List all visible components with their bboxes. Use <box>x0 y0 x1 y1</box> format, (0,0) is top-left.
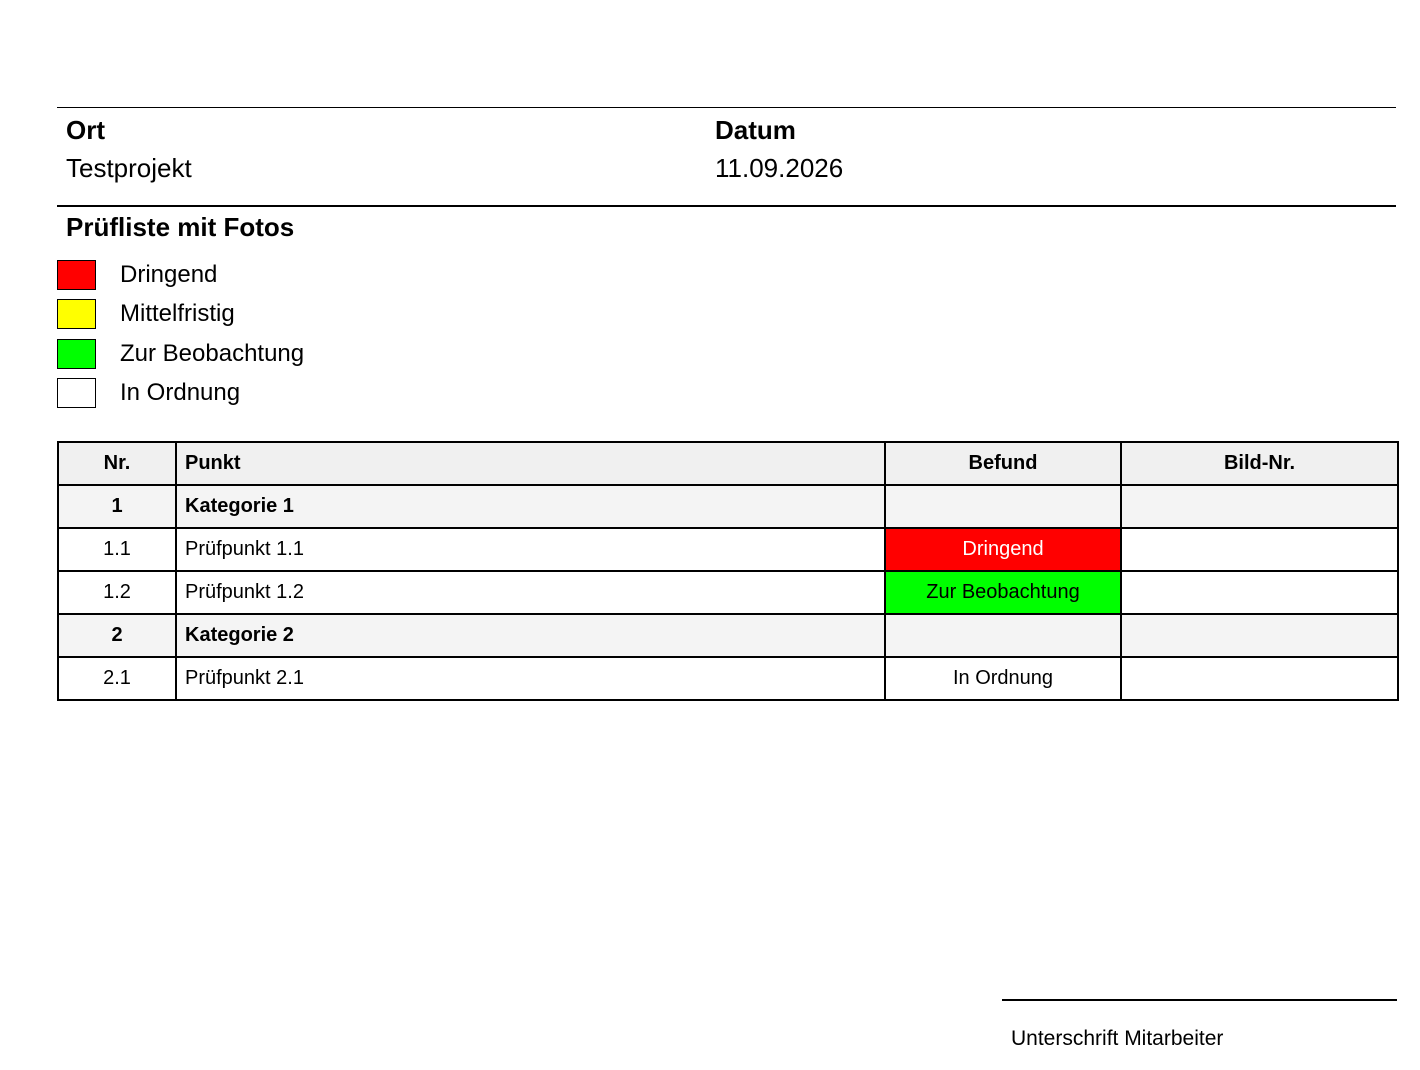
section-title: Prüfliste mit Fotos <box>66 212 295 242</box>
column-header-befund: Befund <box>885 442 1121 485</box>
legend-swatch <box>57 260 96 290</box>
cell-bild-nr <box>1121 528 1398 571</box>
legend-label: Mittelfristig <box>120 300 235 328</box>
legend-label: Zur Beobachtung <box>120 339 305 367</box>
cell-punkt: Prüfpunkt 1.1 <box>176 528 885 571</box>
cell-nr: 1.1 <box>58 528 176 571</box>
cell-befund: In Ordnung <box>885 657 1121 700</box>
cell-nr: 1 <box>58 485 176 528</box>
table-row <box>58 571 1398 614</box>
cell-punkt: Prüfpunkt 1.2 <box>176 571 885 614</box>
legend-label: In Ordnung <box>120 378 241 406</box>
signature-label: Unterschrift Mitarbeiter <box>1011 1027 1224 1050</box>
cell-bild-nr <box>1121 571 1398 614</box>
table-row <box>58 485 1398 528</box>
legend-swatch <box>57 339 96 369</box>
cell-befund: Dringend <box>885 528 1121 571</box>
checklist-table <box>57 441 1399 701</box>
table-header-row <box>58 442 1398 485</box>
cell-befund <box>885 614 1121 657</box>
table-row <box>58 614 1398 657</box>
ort-value: Testprojekt <box>66 153 192 183</box>
cell-befund <box>885 485 1121 528</box>
cell-bild-nr <box>1121 485 1398 528</box>
table-row <box>58 528 1398 571</box>
cell-punkt: Kategorie 1 <box>176 485 885 528</box>
datum-label: Datum <box>715 115 796 145</box>
cell-nr: 2.1 <box>58 657 176 700</box>
cell-punkt: Prüfpunkt 2.1 <box>176 657 885 700</box>
column-header-bild-nr: Bild-Nr. <box>1121 442 1398 485</box>
table-row <box>58 657 1398 700</box>
cell-nr: 1.2 <box>58 571 176 614</box>
datum-value: 11.09.2026 <box>715 153 844 183</box>
signature-line <box>1002 999 1397 1001</box>
cell-punkt: Kategorie 2 <box>176 614 885 657</box>
legend-swatch <box>57 378 96 408</box>
section-divider <box>57 205 1396 207</box>
legend-label: Dringend <box>120 261 218 288</box>
column-header-punkt: Punkt <box>176 442 885 485</box>
ort-label: Ort <box>66 115 105 145</box>
column-header-nr: Nr. <box>58 442 176 485</box>
legend-swatch <box>57 299 96 329</box>
cell-nr: 2 <box>58 614 176 657</box>
cell-bild-nr <box>1121 614 1398 657</box>
cell-bild-nr <box>1121 657 1398 700</box>
top-divider <box>57 107 1396 108</box>
cell-befund: Zur Beobachtung <box>885 571 1121 614</box>
